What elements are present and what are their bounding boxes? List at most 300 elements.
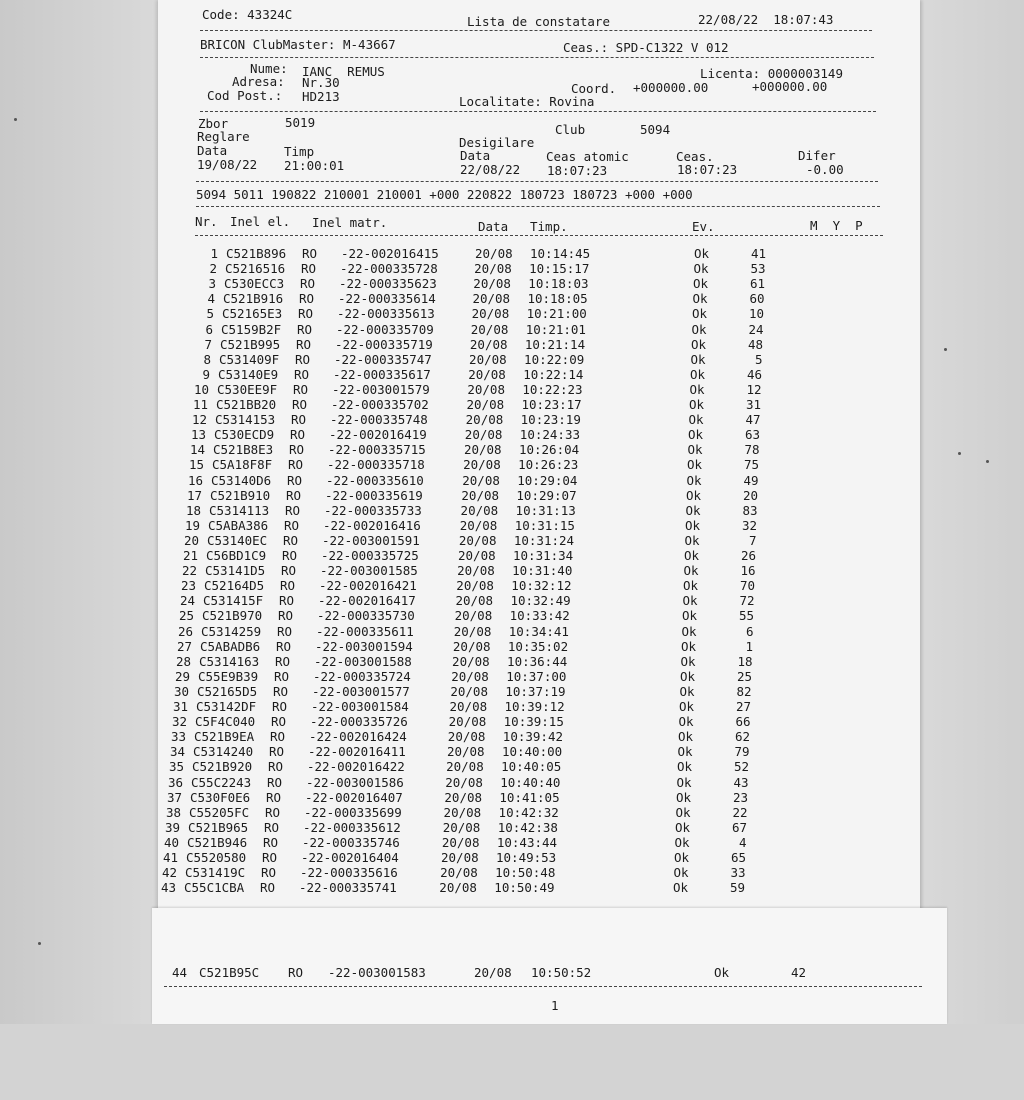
cell-data: 20/08 [442,819,481,835]
dashed-divider [164,986,922,987]
cell-tara: RO [272,699,288,714]
cell-ev: Ok [684,548,700,563]
cell-inel-matr: -22-000335719 [335,336,433,352]
table-speck [944,348,947,351]
cell-inel-matr: -22-000335616 [300,865,398,881]
table-row [179,593,807,609]
cell-inel-matr: -22-000335715 [328,442,426,458]
cell-data: 20/08 [463,442,502,458]
table-row [168,759,796,775]
reglare-label: Reglare [197,129,250,144]
cell-inel-el: C5A18F8F [212,457,273,473]
cell-inel-matr: -22-002016421 [319,578,417,594]
cell-ev: Ok [673,880,689,896]
club-value: 5094 [640,122,671,137]
cell-tara: RO [273,683,289,699]
cell-nr: 27 [176,638,192,654]
cell-timp: 10:24:33 [519,427,581,443]
cell-data: 20/08 [463,457,501,473]
cell-ev: Ok [679,699,695,714]
cell-nr: 42 [161,865,177,881]
cell-tara: RO [271,714,287,730]
cell-m: 43 [733,774,749,790]
table-row [210,246,830,260]
cell-nr: 38 [165,804,181,820]
cell-timp: 10:32:49 [510,593,571,609]
desig-data-label: Data [460,148,491,163]
cell-timp: 10:39:12 [504,699,565,714]
cell-inel-el: C530ECD9 [214,427,275,443]
cell-ev: Ok [694,246,710,261]
cell-inel-matr: -22-003001585 [320,563,418,579]
cell-inel-matr: -22-003001584 [311,699,409,714]
cell-timp: 10:50:52 [531,965,592,980]
cell-inel-el: C5F4C040 [195,714,256,730]
cell-data: 20/08 [452,638,491,654]
cell-data: 20/08 [441,850,479,865]
cod-post-value: HD213 [302,89,340,104]
cell-inel-matr: -22-002016419 [329,427,427,443]
cell-tara: RO [262,850,278,865]
cell-timp: 10:22:14 [523,366,584,382]
cell-timp: 10:18:05 [527,291,588,307]
cell-tara: RO [277,623,293,639]
code-line: 5094 5011 190822 210001 210001 +000 220822 180723 180723 +000 +000 [196,187,693,202]
cell-inel-el: C53140EC [207,532,268,548]
adresa-value: Nr.30 [302,75,340,90]
cell-tara: RO [267,774,283,790]
cell-m: 24 [748,321,764,337]
cell-inel-el: C521B995 [220,336,281,352]
cell-data: 20/08 [459,517,498,533]
desig-data: 22/08/22 [460,162,521,177]
cell-nr: 28 [175,653,191,669]
cell-nr: 12 [191,412,207,428]
ceas-label: Ceas. [676,149,714,164]
cell-data: 20/08 [446,759,484,775]
cell-ev: Ok [678,714,694,730]
cell-ev: Ok [689,381,705,397]
cell-timp: 10:39:42 [502,729,564,745]
cell-tara: RO [291,412,307,428]
cell-tara: RO [290,427,306,443]
cell-inel-el: C5520580 [186,850,247,865]
cell-ev: Ok [691,321,707,337]
table-row [186,487,814,503]
cell-nr: 43 [160,880,176,896]
cell-inel-matr: -22-002016417 [318,593,416,609]
cell-inel-matr: -22-002016411 [308,744,406,760]
cell-ev: Ok [689,397,705,412]
table-speck [38,942,41,945]
table-row [176,638,804,654]
table-row [192,397,820,412]
cell-ev: Ok [692,306,708,322]
cell-m: 66 [735,714,751,730]
cell-data: 20/08 [448,714,487,730]
cell-inel-el: C53142DF [196,699,257,714]
cell-nr: 19 [184,517,200,533]
cell-timp: 10:36:44 [507,653,568,669]
cell-ev: Ok [678,729,694,745]
cell-nr: 30 [173,683,189,699]
cell-inel-matr: -22-000335623 [339,276,437,292]
cell-inel-el: C52164D5 [204,578,265,594]
cell-m: 16 [740,563,756,579]
cell-m: 46 [746,366,762,382]
cell-nr: 15 [188,457,204,473]
table-row [206,306,826,320]
table-row [188,457,816,473]
cell-data: 20/08 [454,608,493,624]
table-row [208,276,828,290]
cell-inel-matr: -22-000335610 [326,472,424,488]
page-number: 1 [551,998,559,1013]
cell-inel-matr: -22-002016407 [305,789,403,805]
cell-data: 20/08 [458,548,496,563]
cell-timp: 10:42:32 [498,804,559,820]
cell-inel-el: C521B946 [187,834,248,850]
cell-data: 20/08 [467,381,505,397]
cell-tara: RO [264,819,280,835]
table-row [209,261,829,275]
cell-m: 10 [748,306,764,322]
table-row [163,834,791,850]
difer-value: -0.00 [806,162,844,177]
cell-data: 20/08 [465,412,504,428]
cell-data: 20/08 [462,472,500,488]
cell-tara: RO [287,472,303,488]
difer-label: Difer [798,148,836,163]
cell-nr: 9 [202,366,210,382]
cell-tara: RO [294,366,310,382]
cell-inel-matr: -22-000335699 [304,804,402,820]
adresa-label: Adresa: [232,74,285,89]
cell-nr: 18 [185,502,201,518]
cell-timp: 10:49:53 [496,850,557,865]
cell-inel-matr: -22-000335748 [330,412,428,428]
cell-inel-el: C531409F [219,351,280,367]
cell-nr: 5 [206,306,214,322]
cell-ev: Ok [686,472,702,488]
cell-inel-matr: -22-000335747 [334,351,432,367]
cell-data: 20/08 [466,397,505,412]
cell-nr: 39 [164,819,180,835]
cell-data: 20/08 [469,351,507,367]
table-row [203,352,823,366]
cell-tara: RO [288,457,304,473]
cell-timp: 10:26:04 [518,442,580,458]
cell-data: 20/08 [455,593,494,609]
cell-ev: Ok [691,336,707,352]
cell-timp: 10:40:00 [501,744,563,760]
cell-nr: 20 [183,532,199,548]
cell-timp: 10:40:05 [501,759,562,775]
cell-tara: RO [292,397,308,412]
cell-inel-matr: -22-002016424 [309,729,407,745]
dashed-divider [195,235,883,236]
dashed-divider [200,57,874,58]
cell-ev: Ok [685,502,701,518]
table-row [161,865,789,881]
cell-inel-el: C530F0E6 [190,789,251,805]
cell-nr: 17 [186,487,202,503]
table-row [166,789,794,805]
cell-m: 62 [734,729,750,745]
cell-inel-matr: -22-000335611 [316,623,414,639]
cell-m: 78 [744,442,760,458]
cell-m: 12 [746,381,762,397]
cell-timp: 10:34:41 [508,623,569,639]
cell-data: 20/08 [474,965,512,980]
cell-ev: Ok [681,623,697,639]
cell-nr: 40 [163,834,179,850]
cell-inel-el: C53140E9 [218,366,279,382]
cell-inel-matr: -22-000335617 [333,366,431,382]
cell-inel-el: C521B95C [199,965,260,980]
cell-inel-el: C55C2243 [191,774,252,790]
cell-inel-el: C5314153 [215,412,276,428]
table-row [172,699,800,714]
cell-m: 79 [734,744,750,760]
cell-data: 20/08 [456,578,494,594]
cell-timp: 10:41:05 [499,789,560,805]
table-row [183,532,811,548]
cell-m: 53 [750,261,766,277]
cell-m: 4 [738,834,747,850]
cell-nr: 32 [171,714,187,730]
cell-nr: 4 [207,291,215,307]
cell-inel-el: C52165E3 [222,306,283,322]
cell-inel-el: C5314259 [201,623,262,639]
cell-data: 20/08 [441,834,480,850]
cell-inel-el: C5ABA386 [208,517,269,533]
cell-timp: 10:33:42 [509,608,570,624]
table-row [165,804,793,820]
cell-inel-matr: -22-000335725 [321,548,419,563]
cell-m: 18 [737,653,753,669]
cell-tara: RO [300,276,316,292]
cell-ev: Ok [676,774,692,790]
cell-nr: 3 [208,276,216,292]
cell-timp: 10:31:15 [514,517,575,533]
cell-data: 20/08 [452,653,490,669]
cell-nr: 41 [162,850,178,865]
coord-value-1: +000000.00 [633,80,709,95]
cell-tara: RO [296,336,312,352]
table-row [170,729,798,745]
cell-nr: 1 [210,246,218,261]
nume-value: IANC REMUS [302,64,385,79]
cell-tara: RO [302,246,318,261]
table-speck [986,460,989,463]
cell-ev: Ok [682,593,698,609]
cell-ev: Ok [693,261,709,277]
print-datetime: 22/08/22 18:07:43 [698,12,834,27]
cell-inel-el: C55C1CBA [184,880,245,896]
cell-ev: Ok [683,563,699,579]
cell-tara: RO [274,668,290,684]
cell-inel-matr: -22-002016415 [341,246,439,261]
cell-m: 5 [754,351,763,367]
cell-inel-matr: -22-003001579 [332,381,430,397]
cell-data: 20/08 [468,366,506,382]
cell-data: 20/08 [458,532,497,548]
cell-tara: RO [298,306,314,322]
cell-timp: 10:31:34 [513,548,574,563]
cell-inel-el: C530EE9F [217,381,278,397]
cell-m: 7 [748,532,757,548]
cell-m: 42 [791,965,807,980]
cell-ev: Ok [686,487,702,503]
cell-ev: Ok [673,865,689,881]
cell-tara: RO [263,834,279,850]
cell-inel-el: C53140D6 [211,472,272,488]
cell-inel-matr: -22-002016416 [323,517,421,533]
cell-timp: 10:21:14 [524,336,586,352]
cell-data: 20/08 [457,563,495,579]
cell-nr: 34 [169,744,185,760]
cell-nr: 29 [174,668,190,684]
cell-timp: 10:40:40 [500,774,561,790]
cell-inel-el: C521B896 [226,246,287,261]
cell-tara: RO [279,593,295,609]
cell-inel-el: C521B9EA [194,729,255,745]
cell-m: 72 [739,593,755,609]
cell-data: 20/08 [460,502,499,518]
table-row [193,381,821,397]
cell-inel-el: C56BD1C9 [206,548,267,563]
cell-data: 20/08 [440,865,478,881]
table-row [169,744,797,760]
cell-inel-matr: -22-000335718 [327,457,425,473]
cell-m: 23 [732,789,748,805]
cell-inel-matr: -22-000335619 [325,487,423,503]
cell-m: 55 [738,608,754,624]
zbor-value: 5019 [285,115,316,130]
cell-m: 27 [735,699,751,714]
table-row [181,563,809,579]
cell-tara: RO [265,804,281,820]
cell-timp: 10:37:00 [506,668,567,684]
cell-timp: 10:29:07 [516,487,577,503]
dashed-divider [200,30,872,31]
cell-ev: Ok [690,366,706,382]
desig-atomic: 18:07:23 [547,163,608,178]
cell-nr: 24 [179,593,195,609]
cell-timp: 10:37:19 [505,683,566,699]
coord-label: Coord. [571,81,617,96]
cell-data: 20/08 [470,321,509,337]
table-speck [958,452,961,455]
cell-ev: Ok [687,442,703,458]
cell-data: 20/08 [450,683,488,699]
cell-tara: RO [295,351,311,367]
cell-inel-matr: -22-000335612 [303,819,401,835]
dashed-divider [196,206,880,207]
dashed-divider [200,111,876,112]
cell-inel-matr: -22-000335730 [317,608,415,624]
cell-ev: Ok [692,291,708,307]
cell-inel-el: C53141D5 [205,563,266,579]
cell-m: 25 [736,668,752,684]
cell-inel-el: C55E9B39 [198,668,259,684]
cell-tara: RO [283,532,299,548]
cell-m: 83 [742,502,758,518]
cell-m: 33 [730,865,746,881]
cell-timp: 10:42:38 [497,819,558,835]
cell-tara: RO [269,744,285,760]
cod-post-label: Cod Post.: [207,88,283,103]
cell-data: 20/08 [451,668,489,684]
cell-inel-el: C521B916 [223,291,284,307]
reglare-timp-label: Timp [284,144,315,159]
cell-timp: 10:21:01 [525,321,586,337]
cell-tara: RO [266,789,282,805]
cell-nr: 31 [172,699,188,714]
cell-timp: 10:31:13 [515,502,576,518]
cell-m: 59 [729,880,745,896]
cell-inel-matr: -22-000335613 [337,306,435,322]
club-master-id: BRICON ClubMaster: M-43667 [200,37,396,52]
dashed-divider [196,181,878,182]
cell-nr: 44 [172,965,188,980]
cell-nr: 7 [204,336,212,352]
cell-nr: 25 [178,608,194,624]
cell-m: 75 [743,457,759,473]
cell-data: 20/08 [472,291,511,307]
cell-data: 20/08 [475,246,513,261]
cell-data: 20/08 [446,744,485,760]
table-row [162,850,790,865]
cell-data: 20/08 [469,336,508,352]
table-row [207,291,827,305]
cell-tara: RO [276,638,292,654]
cell-m: 49 [743,472,759,488]
cell-ev: Ok [675,804,691,820]
cell-inel-matr: -22-003001594 [315,638,413,654]
table-row [175,653,803,669]
cell-data: 20/08 [449,699,488,714]
cell-tara: RO [285,502,301,518]
cell-ev: Ok [688,427,704,443]
table-speck [14,118,17,121]
cell-timp: 10:50:49 [494,880,555,896]
cell-inel-matr: -22-002016404 [301,850,399,865]
cell-ev: Ok [682,608,698,624]
cell-ev: Ok [688,412,704,428]
cell-tara: RO [268,759,284,775]
cell-ev: Ok [674,850,690,865]
cell-data: 20/08 [445,774,483,790]
cell-tara: RO [293,381,309,397]
col-ev: Ev. [692,219,715,234]
table-row [187,472,815,488]
cell-m: 48 [747,336,763,352]
cell-m: 70 [739,578,755,594]
club-label: Club [555,122,586,137]
nume-label: Nume: [250,61,288,76]
cell-ev: Ok [684,532,700,548]
cell-ev: Ok [683,578,699,594]
cell-data: 20/08 [464,427,503,443]
cell-inel-el: C52165D5 [197,683,258,699]
cell-ev: Ok [714,965,730,980]
cell-m: 20 [742,487,758,503]
cell-nr: 26 [177,623,193,639]
cell-inel-matr: -22-000335746 [302,834,400,850]
cell-inel-el: C5216516 [225,261,286,277]
